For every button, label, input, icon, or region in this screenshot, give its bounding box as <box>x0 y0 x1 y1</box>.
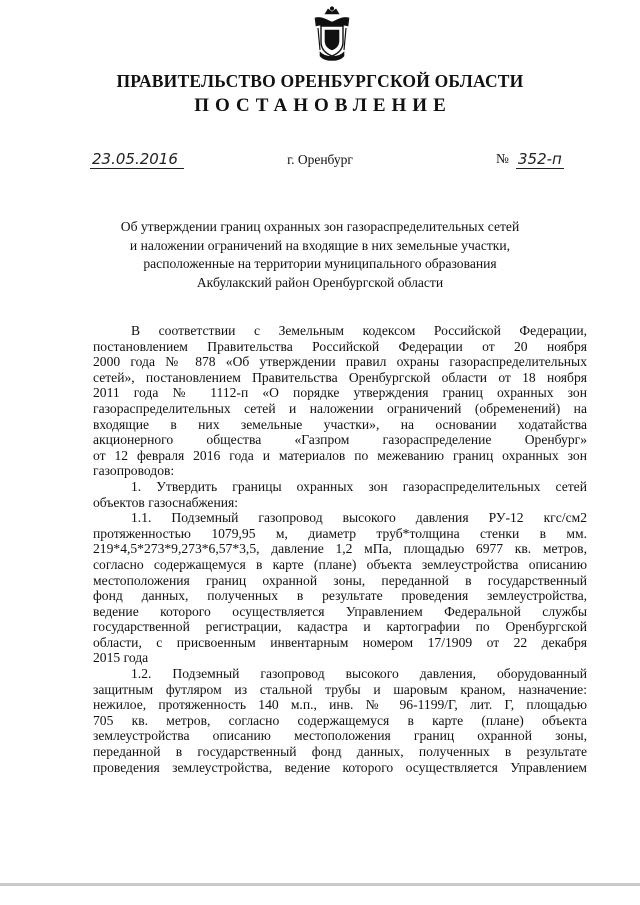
body-line: газопроводов: <box>93 463 175 479</box>
body-line: 2011 года № 1112-п «О порядке утверждения границ охранных зон <box>93 385 587 401</box>
date-number-line <box>0 150 640 174</box>
body-line: газораспределительных сетей и наложении ограничений (обременений) на <box>93 400 587 416</box>
body-line: постановлением Правительства Российской Федерации от 20 ноября <box>93 338 587 354</box>
body-line: 219*4,5*273*9,273*6,57*3,5, давление 1,2 мПа, площадью 6977 кв. метров, <box>93 541 587 557</box>
title-line: и наложении ограничений на входящие в них земельные участки, <box>129 237 511 253</box>
document-body <box>93 323 587 775</box>
title-line: Акбулакский район Оренбургской области <box>196 274 444 290</box>
body-line: фонд данных, полученных в результате проведения землеустройства, <box>93 588 587 604</box>
document-title <box>0 218 640 292</box>
body-line: защитным футляром из стальной трубы и шаровым краном, назначение: <box>93 681 587 697</box>
document-date: 23.05.2016 <box>90 150 184 169</box>
body-line: переданной в государственный фонд данных, полученных в результате <box>93 744 587 760</box>
number-label: № <box>496 151 509 166</box>
body-line: 2015 года <box>93 650 149 666</box>
document-city: г. Оренбург <box>287 152 353 167</box>
body-line: В соответствии с Земельным кодексом Российской Федерации, <box>131 323 587 338</box>
body-line: местоположения границ охранной зоны, переданной в государственный <box>93 572 587 588</box>
title-line: Об утверждении границ охранных зон газораспределительных сетей <box>120 219 520 234</box>
body-line: 1.1. Подземный газопровод высокого давления РУ-12 кгс/см2 <box>131 510 587 526</box>
body-line: 1.2. Подземный газопровод высокого давления, оборудованный <box>131 666 587 682</box>
body-line: ведение которого осуществляется Управлением Федеральной службы <box>93 603 587 619</box>
title-line: расположенные на территории муниципального образования <box>143 256 497 271</box>
body-line: входящие в них земельные участки», на основании ходатайства <box>93 416 587 432</box>
document-type: ПОСТАНОВЛЕНИЕ <box>194 95 452 116</box>
body-line: 2000 года № 878 «Об утверждении правил охраны газораспределительных <box>93 354 587 370</box>
body-line: объектов газоснабжения: <box>93 494 239 510</box>
body-line: 1. Утвердить границы охранных зон газораспределительных сетей <box>131 478 587 494</box>
body-line: от 12 февраля 2016 года и материалов по межеванию границ охранных зон <box>93 447 587 463</box>
body-line: согласно содержащемуся в карте (плане) объекта землеустройства описанию <box>93 556 587 572</box>
body-line: проведения землеустройства, ведение которого осуществляется Управлением <box>93 759 587 775</box>
document-number: 352-п <box>518 150 562 168</box>
body-line: протяженностью 1079,95 м, диаметр труб*толщина стенки в мм. <box>93 525 587 541</box>
body-line: землеустройства описанию местоположения границ охранной зоны, <box>93 728 587 744</box>
body-line: 705 кв. метров, согласно содержащемуся в карте (плане) объекта <box>93 712 587 728</box>
organization-name: ПРАВИТЕЛЬСТВО ОРЕНБУРГСКОЙ ОБЛАСТИ <box>116 71 524 91</box>
body-line: государственной регистрации, кадастра и картографии по Оренбургской <box>93 619 587 635</box>
body-line: акционерного общества «Газпром газораспределение Оренбург» <box>93 432 587 448</box>
coat-of-arms-icon <box>311 6 353 64</box>
page-bottom-divider <box>0 883 640 886</box>
body-line: сетей», постановлением Правительства Оренбургской области от 18 ноября <box>93 369 587 385</box>
body-line: области, с присвоенным инвентарным номером 17/1909 от 22 декабря <box>93 634 587 650</box>
body-line: нежилое, протяженность 140 м.п., инв. № 96-1199/Г, лит. Г, площадью <box>93 697 587 713</box>
